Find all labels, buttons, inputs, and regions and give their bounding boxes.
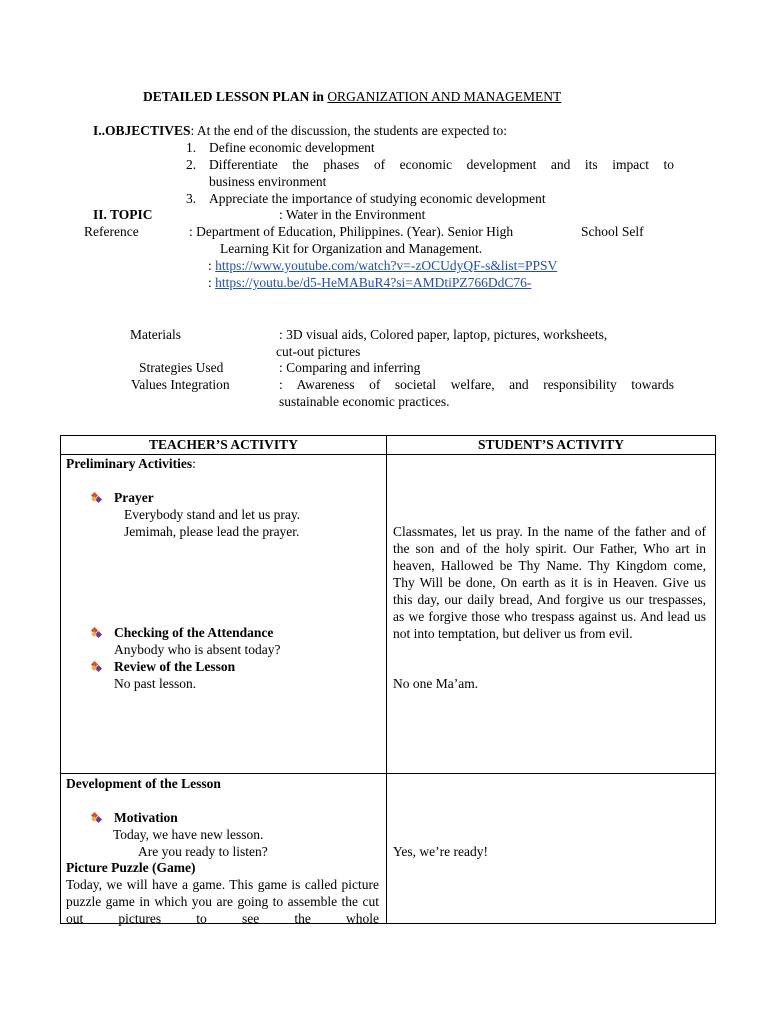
objectives-intro: : At the end of the discussion, the students are expected to: bbox=[190, 123, 507, 138]
strategies-label: Strategies Used bbox=[139, 360, 224, 375]
teacher-cell-preliminary bbox=[61, 455, 387, 774]
values-line1: : Awareness of societal welfare, and responsibility towards bbox=[279, 377, 674, 392]
student-activity-header: STUDENT’S ACTIVITY bbox=[387, 436, 716, 455]
strategies-value: : Comparing and inferring bbox=[279, 360, 421, 375]
motivation-line1: Today, we have new lesson. bbox=[113, 827, 264, 842]
topic-label: II. TOPIC bbox=[93, 207, 153, 222]
reference-label: Reference bbox=[84, 224, 139, 239]
reference-line1-end: School Self bbox=[581, 224, 644, 239]
objectives-label: I..OBJECTIVES bbox=[93, 123, 191, 138]
table-row bbox=[61, 455, 716, 774]
prayer-line1: Everybody stand and let us pray. bbox=[124, 507, 301, 522]
attendance-line1: Anybody who is absent today? bbox=[114, 642, 281, 657]
objective-number-2: 2. bbox=[186, 157, 197, 172]
values-label: Values Integration bbox=[131, 377, 230, 392]
youtube-link-2[interactable]: https://youtu.be/d5-HeMABuR4?si=AMDtiPZ766DdC76- bbox=[215, 275, 532, 290]
puzzle-text: Today, we will have a game. This game is called picture puzzle game in which you are going to assemble the cut out pictures to see the whole bbox=[66, 877, 379, 926]
reference-link-colon: : bbox=[208, 275, 212, 290]
materials-label: Materials bbox=[130, 327, 181, 342]
values-line2: sustainable economic practices. bbox=[279, 394, 450, 409]
teacher-cell-development bbox=[61, 774, 387, 924]
youtube-link-1[interactable]: https://www.youtube.com/watch?v=-zOCUdyQF-s&list=PPSV bbox=[215, 258, 558, 273]
table-row bbox=[61, 774, 716, 924]
reference-line2: Learning Kit for Organization and Management. bbox=[220, 241, 483, 256]
objective-number-3: 3. bbox=[186, 191, 197, 206]
prayer-line2: Jemimah, please lead the prayer. bbox=[124, 524, 300, 539]
bullet-icon bbox=[91, 627, 102, 638]
objective-text-3: Appreciate the importance of studying economic development bbox=[209, 191, 546, 206]
activity-table bbox=[60, 435, 716, 924]
objective-text-1: Define economic development bbox=[209, 140, 375, 155]
topic-value: : Water in the Environment bbox=[279, 207, 426, 222]
student-prayer-text: Classmates, let us pray. In the name of the father and of the son and of the holy spirit. Our Father, Who art in heaven, Hallowed be Thy Name. Thy Kingdom come, Thy Will be done, On earth as it is in Heaven. Give us this day, our daily bread, And forgive us our trespasses, as we forgive those who trespass against us. And lead us not into temptation, but deliver us from evil. bbox=[393, 524, 706, 641]
review-title: Review of the Lesson bbox=[114, 659, 236, 674]
bullet-icon bbox=[91, 492, 102, 503]
objective-number-1: 1. bbox=[186, 140, 197, 155]
bullet-icon bbox=[91, 812, 102, 823]
prayer-title: Prayer bbox=[114, 490, 154, 505]
reference-link-row-1 bbox=[208, 257, 557, 274]
preliminary-colon: : bbox=[192, 456, 196, 471]
objective-text-2-line2: business environment bbox=[209, 174, 327, 189]
objectives-heading bbox=[93, 122, 507, 139]
development-heading: Development of the Lesson bbox=[66, 776, 221, 791]
materials-line1: : 3D visual aids, Colored paper, laptop, pictures, worksheets, bbox=[279, 327, 608, 342]
review-line1: No past lesson. bbox=[114, 676, 197, 691]
student-absent-reply: No one Ma’am. bbox=[393, 676, 479, 691]
puzzle-title: Picture Puzzle (Game) bbox=[66, 860, 196, 875]
reference-line1: : Department of Education, Philippines. (Year). Senior High bbox=[189, 224, 514, 239]
title-prefix: DETAILED LESSON PLAN in bbox=[143, 89, 328, 104]
preliminary-heading bbox=[66, 455, 196, 472]
motivation-line2: Are you ready to listen? bbox=[138, 844, 268, 859]
reference-link-colon: : bbox=[208, 258, 212, 273]
student-ready-reply: Yes, we’re ready! bbox=[393, 844, 488, 859]
student-cell-preliminary bbox=[387, 455, 716, 774]
preliminary-label: Preliminary Activities bbox=[66, 456, 193, 471]
table-header-row bbox=[61, 436, 716, 455]
reference-link-row-2 bbox=[208, 274, 531, 291]
title-subject: ORGANIZATION AND MANAGEMENT bbox=[327, 89, 562, 104]
motivation-title: Motivation bbox=[114, 810, 178, 825]
objective-text-2-line1: Differentiate the phases of economic development and its impact to bbox=[209, 157, 674, 172]
materials-line2: cut-out pictures bbox=[276, 344, 361, 359]
student-cell-development bbox=[387, 774, 716, 924]
teacher-activity-header: TEACHER’S ACTIVITY bbox=[61, 436, 387, 455]
page-title bbox=[143, 88, 561, 105]
bullet-icon bbox=[91, 661, 102, 672]
attendance-title: Checking of the Attendance bbox=[114, 625, 274, 640]
